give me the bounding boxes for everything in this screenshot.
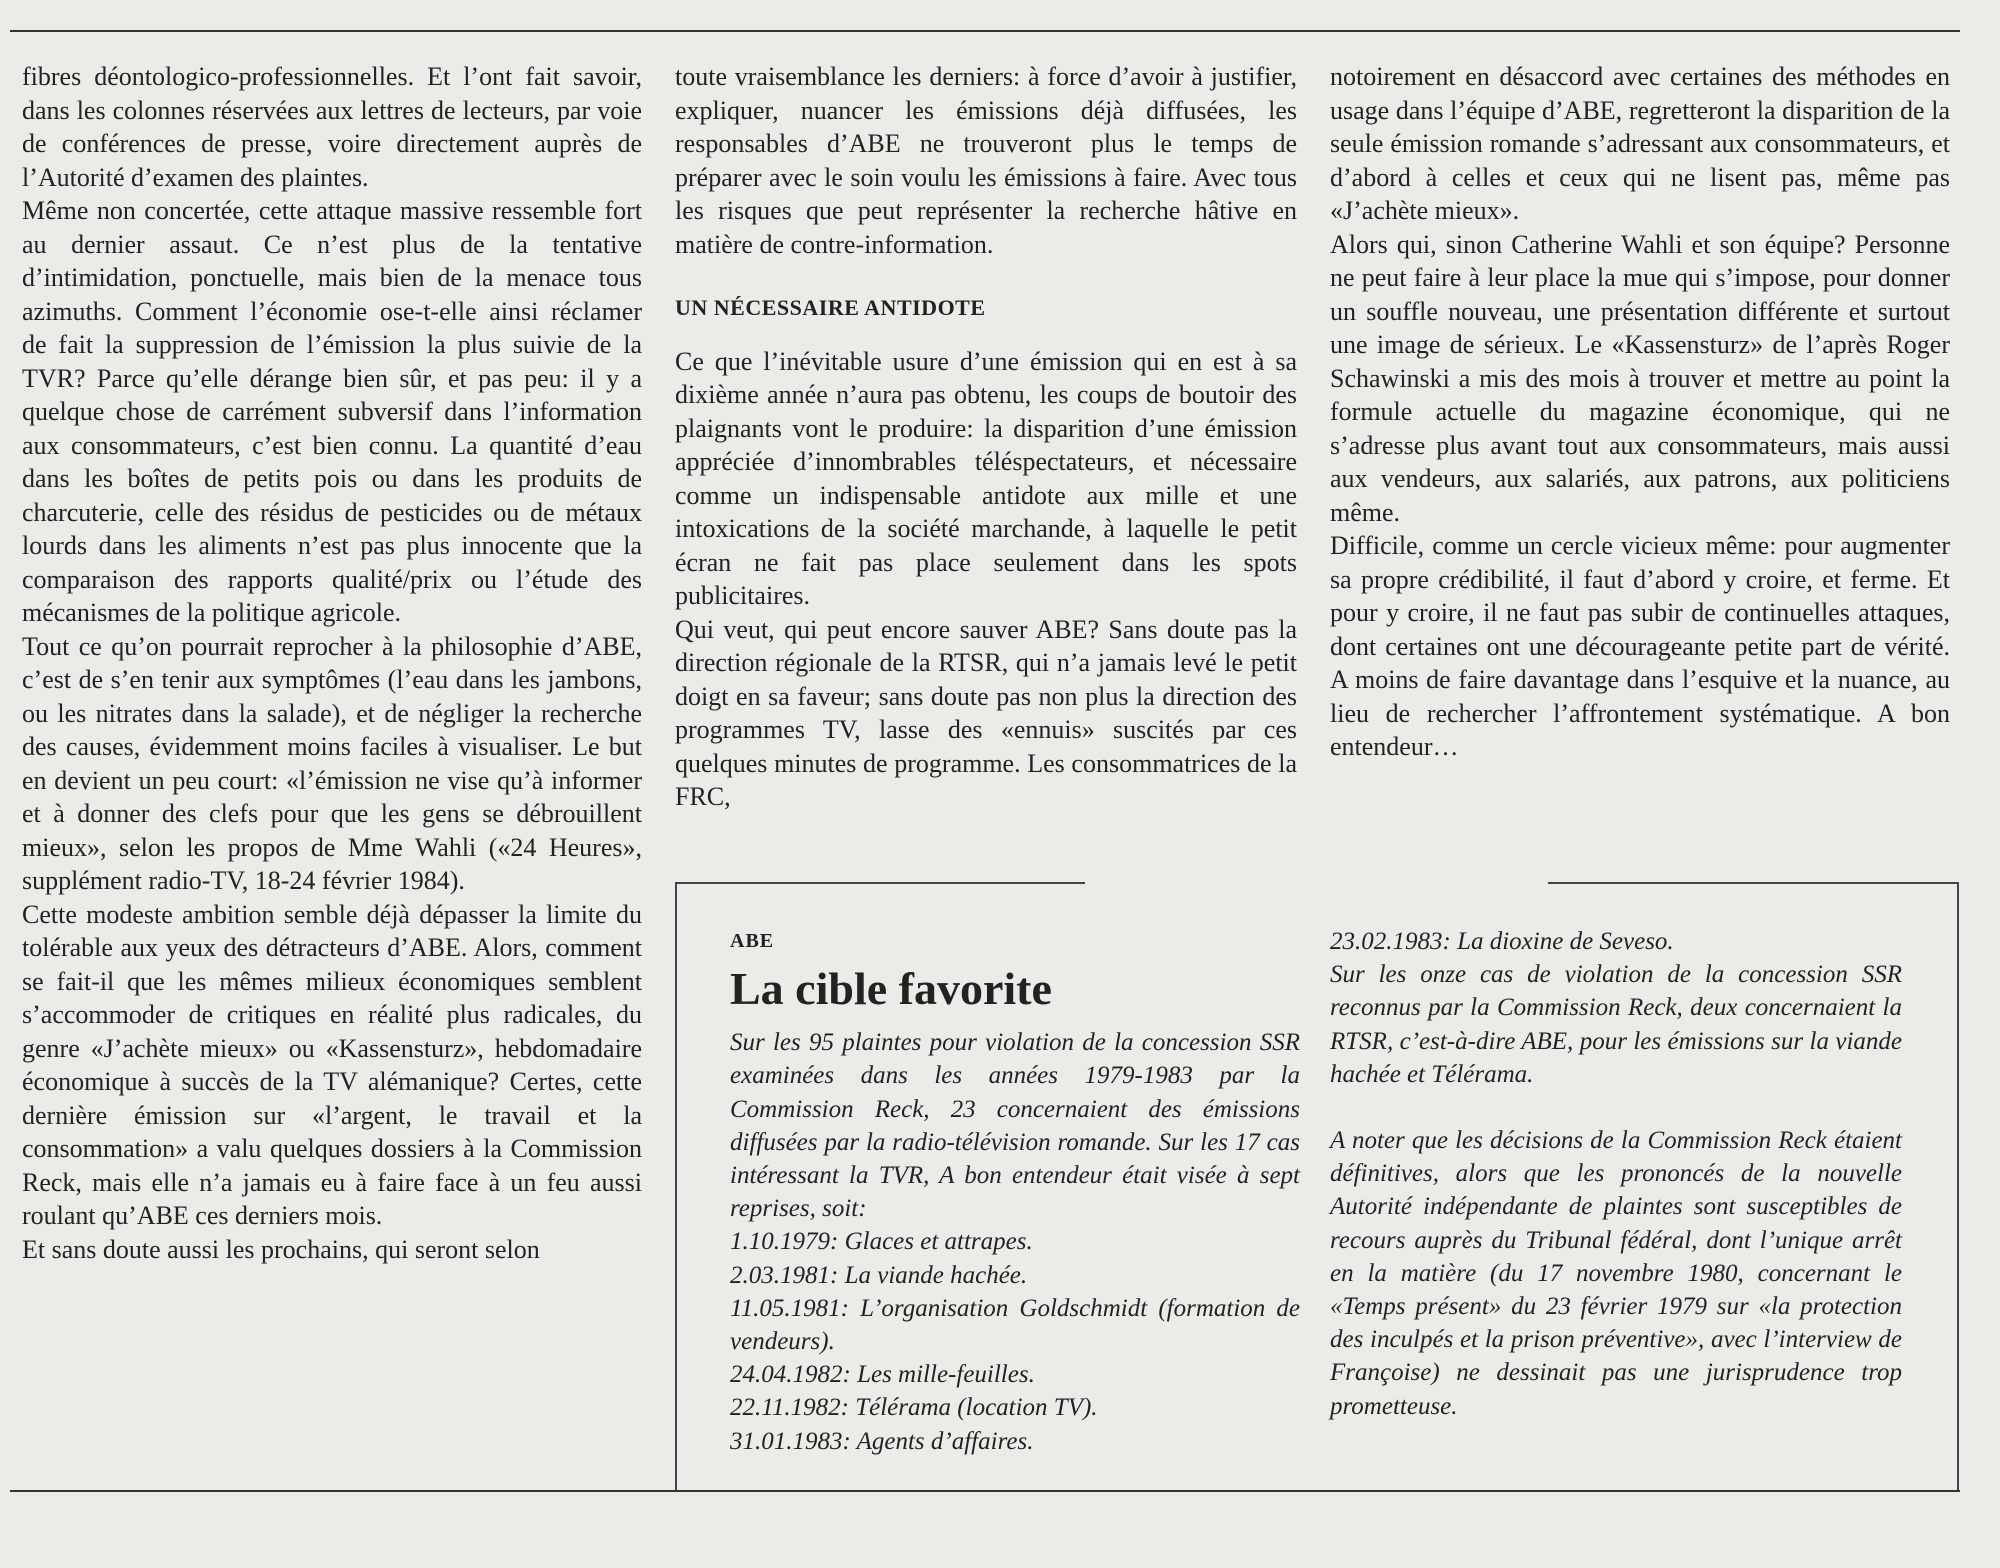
list-item: 11.05.1981: L’organisation Goldschmidt (formation de vendeurs). xyxy=(730,1294,1300,1356)
paragraph: fibres déontologico-professionnelles. Et l’ont fait savoir, dans les colonnes réservées aux lettres de lecteurs, par voie de conférences de presse, voire directement auprès de l’Autorité d’examen des plaintes. xyxy=(22,62,642,192)
paragraph: Difficile, comme un cercle vicieux même: pour augmenter sa propre crédibilité, il faut d’abord y croire, et ferme. Et pour y croire, il ne faut pas subir de continuelles attaques, dont certaines ont une décourageante petite part de vérité. A moins de faire davantage dans l’esquive et la nuance, au lieu de rechercher l’affrontement systématique. A bon entendeur… xyxy=(1330,531,1950,761)
article-column-2 xyxy=(675,60,1297,814)
box-title: La cible favorite xyxy=(730,963,1052,1015)
article-column-3 xyxy=(1330,60,1950,764)
box-paragraph: A noter que les décisions de la Commission Reck étaient définitives, alors que les prononcés de la nouvelle Autorité indépendante de plaintes sont susceptibles de recours auprès du Tribunal fédéral, dont l’unique arrêt en la matière (du 17 novembre 1980, concernant le «Temps présent» du 23 février 1979 sur «la protection des inculpés et la prison préventive», avec l’interview de Françoise) ne dessinait pas une jurisprudence trop prometteuse. xyxy=(1330,1127,1902,1420)
sidebar-box-left xyxy=(730,925,1300,1458)
sidebar-box-right xyxy=(1330,925,1902,1423)
paragraph: toute vraisemblance les derniers: à force d’avoir à justifier, expliquer, nuancer les émissions déjà diffusées, les responsables d’ABE ne trouveront plus le temps de préparer avec le soin voulu les émissions à faire. Avec tous les risques que peut représenter la recherche hâtive en matière de contre-information. xyxy=(675,62,1297,259)
paragraph: Alors qui, sinon Catherine Wahli et son équipe? Personne ne peut faire à leur place la mue qui s’impose, pour donner un souffle nouveau, une présentation différente et surtout une image de sérieux. Le «Kassensturz» de l’après Roger Schawinski a mis des mois à trouver et mettre au point la formule actuelle du magazine économique, qui ne s’adresse plus avant tout aux consommateurs, mais aussi aux vendeurs, aux salariés, aux patrons, aux politiciens même. xyxy=(1330,229,1950,527)
box-left-border xyxy=(675,882,677,1492)
list-item: 23.02.1983: La dioxine de Seveso. xyxy=(1330,928,1674,955)
box-right-border xyxy=(1957,882,1959,1492)
box-top-rule-right xyxy=(1548,882,1958,884)
section-heading: UN NÉCESSAIRE ANTIDOTE xyxy=(675,295,986,320)
paragraph: Cette modeste ambition semble déjà dépasser la limite du tolérable aux yeux des détracteurs d’ABE. Alors, comment se fait-il que les mêmes milieux économiques semblent s’accommoder de critiques en réalité plus radicales, du genre «J’achète mieux» ou «Kassensturz», hebdomadaire économique à succès de la TV alémanique? Certes, cette dernière émission sur «l’argent, le travail et la consommation» a valu quelques dossiers à la Commission Reck, mais elle n’a jamais eu à faire face à un feu aussi roulant qu’ABE ces derniers mois. xyxy=(22,899,642,1230)
list-item: 2.03.1981: La viande hachée. xyxy=(730,1261,1028,1289)
list-item: 24.04.1982: Les mille-feuilles. xyxy=(730,1361,1035,1389)
paragraph: Ce que l’inévitable usure d’une émission qui en est à sa dixième année n’aura pas obtenu, les coups de boutoir des plaignants vont le produire: la disparition d’une émission appréciée d’innombrables téléspectateurs, et nécessaire comme un indispensable antidote aux mille et une intoxications de la société marchande, à laquelle le petit écran ne fait pas place seulement dans les spots publicitaires. xyxy=(675,346,1297,610)
box-kicker: ABE xyxy=(730,930,775,952)
paragraph: notoirement en désaccord avec certaines des méthodes en usage dans l’équipe d’ABE, regretteront la disparition de la seule émission romande s’adressant aux consommateurs, et d’abord à celles et ceux qui ne lisent pas, même pas «J’achète mieux». xyxy=(1330,62,1950,225)
list-item: 31.01.1983: Agents d’affaires. xyxy=(730,1427,1034,1455)
paragraph: Qui veut, qui peut encore sauver ABE? Sans doute pas la direction régionale de la RTSR, qui n’a jamais levé le petit doigt en sa faveur; sans doute pas non plus la direction des programmes TV, lasse des «ennuis» suscités par ces quelques minutes de programme. Les consommatrices de la FRC, xyxy=(675,614,1297,811)
paragraph: Même non concertée, cette attaque massive ressemble fort au dernier assaut. Ce n’est plus de la tentative d’intimidation, ponctuelle, mais bien de la menace tous azimuths. Comment l’économie ose-t-elle ainsi réclamer de fait la suppression de l’émission la plus suivie de la TVR? Parce qu’elle dérange bien sûr, et pas peu: il y a quelque chose de carrément subversif dans l’information aux consommateurs, c’est bien connu. La quantité d’eau dans les boîtes de petits pois ou dans les produits de charcuterie, celle des résidus de pesticides ou de métaux lourds dans les aliments n’est pas plus innocente que la comparaison des rapports qualité/prix ou l’étude des mécanismes de la politique agricole. xyxy=(22,196,642,627)
bottom-rule xyxy=(10,1490,1960,1492)
paragraph: Tout ce qu’on pourrait reprocher à la philosophie d’ABE, c’est de s’en tenir aux symptômes (l’eau dans les jambons, ou les nitrates dans la salade), et de négliger la recherche des causes, évidemment moins faciles à visualiser. Le but en devient un peu court: «l’émission ne vise qu’à informer et à donner des clefs pour que les gens se débrouillent mieux», selon les propos de Mme Wahli («24 Heures», supplément radio-TV, 18-24 février 1984). xyxy=(22,631,642,895)
paragraph: Et sans doute aussi les prochains, qui seront selon xyxy=(22,1234,540,1264)
top-rule xyxy=(10,30,1960,32)
box-intro: Sur les 95 plaintes pour violation de la concession SSR examinées dans les années 1979-1983 par la Commission Reck, 23 concernaient des émissions diffusées par la radio-télévision romande. Sur les 17 cas intéressant la TVR, A bon entendeur était visée à sept reprises, soit: xyxy=(730,1029,1300,1223)
list-item: 1.10.1979: Glaces et attrapes. xyxy=(730,1228,1033,1256)
box-top-rule-left xyxy=(675,882,1085,884)
list-item: 22.11.1982: Télérama (location TV). xyxy=(730,1394,1098,1422)
article-column-1 xyxy=(22,60,642,1266)
box-paragraph: Sur les onze cas de violation de la concession SSR reconnus par la Commission Reck, deux concernaient la RTSR, c’est-à-dire ABE, pour les émissions sur la viande hachée et Télérama. xyxy=(1330,961,1902,1088)
